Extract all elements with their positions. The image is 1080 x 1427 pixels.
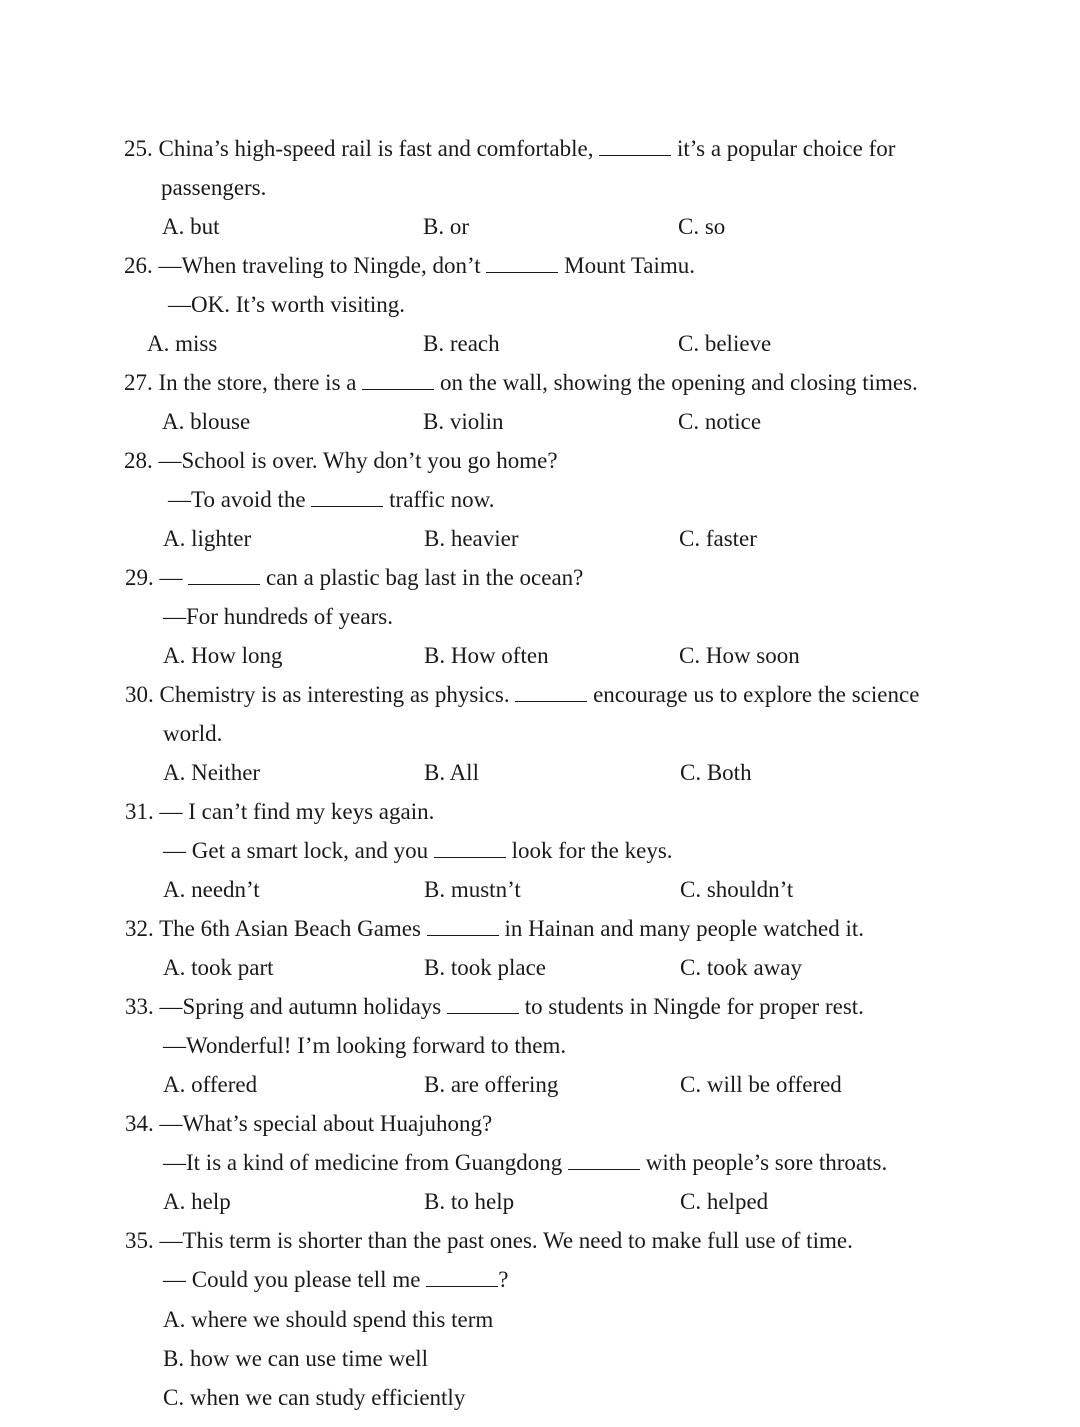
answer-blank xyxy=(515,681,587,702)
answer-blank xyxy=(362,369,434,390)
question-34-reply: —It is a kind of medicine from Guangdong with people’s sore throats. xyxy=(163,1150,888,1175)
option-b: B. took place xyxy=(424,955,546,980)
option-a: A. Neither xyxy=(163,760,261,785)
option-b: B. How often xyxy=(424,643,549,668)
option-a: A. blouse xyxy=(162,409,251,434)
option-c: C. How soon xyxy=(679,643,800,668)
option-c: C. believe xyxy=(678,331,772,356)
option-c: C. when we can study efficiently xyxy=(163,1385,466,1410)
answer-blank xyxy=(599,135,671,156)
option-a: A. needn’t xyxy=(163,877,260,902)
option-b: B. heavier xyxy=(424,526,519,551)
option-c: C. Both xyxy=(680,760,752,785)
question-32-stem: 32. The 6th Asian Beach Games in Hainan and many people watched it. xyxy=(125,916,865,941)
question-25-stem: 25. China’s high-speed rail is fast and comfortable, it’s a popular choice for xyxy=(124,136,896,161)
answer-blank xyxy=(427,915,499,936)
option-a: A. took part xyxy=(163,955,274,980)
option-a: A. How long xyxy=(163,643,283,668)
option-a: A. where we should spend this term xyxy=(163,1307,494,1332)
question-28-reply: —To avoid the traffic now. xyxy=(168,487,495,512)
option-c: C. took away xyxy=(680,955,803,980)
option-c: C. helped xyxy=(680,1189,769,1214)
question-29-stem: 29. — can a plastic bag last in the ocean? xyxy=(125,565,584,590)
option-b: B. or xyxy=(423,214,469,239)
question-27-stem: 27. In the store, there is a on the wall, showing the opening and closing times. xyxy=(124,370,918,395)
option-b: B. All xyxy=(424,760,479,785)
option-b: B. are offering xyxy=(424,1072,559,1097)
question-33-stem: 33. —Spring and autumn holidays to students in Ningde for proper rest. xyxy=(125,994,864,1019)
question-28-stem: 28. —School is over. Why don’t you go home? xyxy=(124,448,558,473)
question-30-stem-cont: world. xyxy=(163,721,223,746)
question-35-stem: 35. —This term is shorter than the past ones. We need to make full use of time. xyxy=(125,1228,853,1253)
answer-blank xyxy=(447,993,519,1014)
question-26-stem: 26. —When traveling to Ningde, don’t Mount Taimu. xyxy=(124,253,696,278)
question-33-reply: —Wonderful! I’m looking forward to them. xyxy=(163,1033,567,1058)
question-34-stem: 34. —What’s special about Huajuhong? xyxy=(125,1111,493,1136)
option-c: C. notice xyxy=(678,409,762,434)
answer-blank xyxy=(568,1149,640,1170)
answer-blank xyxy=(486,252,558,273)
question-29-reply: —For hundreds of years. xyxy=(163,604,393,629)
answer-blank xyxy=(426,1266,498,1287)
question-26-reply: —OK. It’s worth visiting. xyxy=(168,292,406,317)
question-30-stem: 30. Chemistry is as interesting as physics. encourage us to explore the science xyxy=(125,682,920,707)
answer-blank xyxy=(434,837,506,858)
option-c: C. faster xyxy=(679,526,757,551)
option-a: A. lighter xyxy=(163,526,252,551)
option-a: A. but xyxy=(162,214,220,239)
option-b: B. to help xyxy=(424,1189,515,1214)
question-35-reply: — Could you please tell me ? xyxy=(163,1267,509,1292)
question-25-stem-cont: passengers. xyxy=(161,175,267,200)
option-c: C. so xyxy=(678,214,726,239)
question-31-reply: — Get a smart lock, and you look for the keys. xyxy=(163,838,673,863)
option-c: C. shouldn’t xyxy=(680,877,794,902)
option-b: B. violin xyxy=(423,409,504,434)
question-31-stem: 31. — I can’t find my keys again. xyxy=(125,799,435,824)
option-b: B. how we can use time well xyxy=(163,1346,429,1371)
option-a: A. help xyxy=(163,1189,231,1214)
option-a: A. miss xyxy=(147,331,218,356)
option-a: A. offered xyxy=(163,1072,258,1097)
option-b: B. mustn’t xyxy=(424,877,521,902)
answer-blank xyxy=(311,486,383,507)
option-c: C. will be offered xyxy=(680,1072,842,1097)
option-b: B. reach xyxy=(423,331,500,356)
answer-blank xyxy=(188,564,260,585)
